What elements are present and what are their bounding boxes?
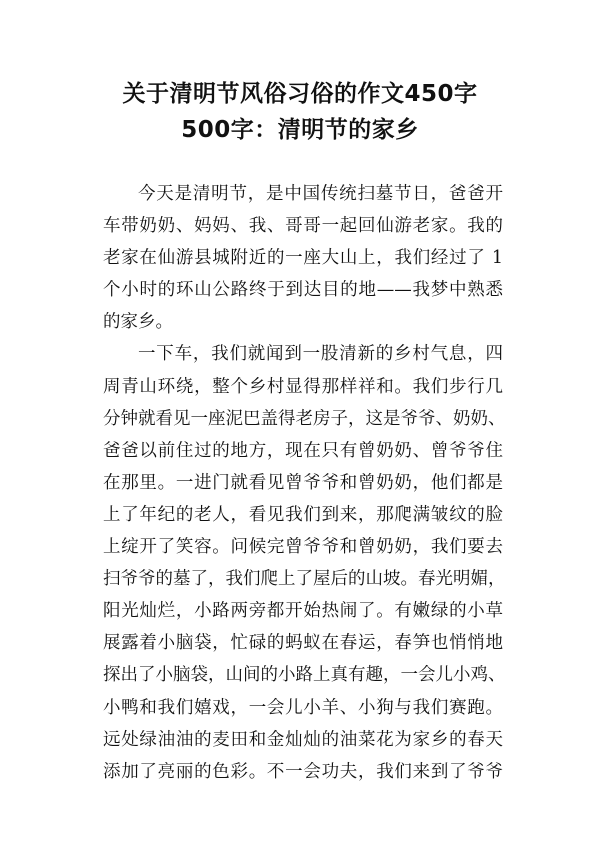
document-title [60,76,540,148]
body-line: 添加了亮丽的色彩。不一会功夫，我们来到了爷爷 [103,761,503,782]
body-line: 的家乡。 [103,312,173,333]
title-line-2: 500字：清明节的家乡 [181,117,419,143]
body-line: 展露着小脑袋，忙碌的蚂蚁在春运，春笋也悄悄地 [103,633,503,654]
body-line: 在那里。一进门就看见曾爷爷和曾奶奶，他们都是 [103,472,503,493]
body-line: 探出了小脑袋，山间的小路上真有趣，一会儿小鸡、 [103,665,506,686]
body-line: 爸爸以前住过的地方，现在只有曾奶奶、曾爷爷住 [103,440,503,461]
body-line: 今天是清明节，是中国传统扫墓节日，爸爸开 [138,184,503,204]
body-line: 周青山环绕，整个乡村显得那样祥和。我们步行几 [103,376,503,397]
body-line: 分钟就看见一座泥巴盖得老房子，这是爷爷、奶奶、 [103,408,506,429]
body-line: 小鸭和我们嬉戏，一会儿小羊、小狗与我们赛跑。 [103,697,503,718]
body-line: 阳光灿烂，小路两旁都开始热闹了。有嫩绿的小草 [103,601,503,622]
body-line: 车带奶奶、妈妈、我、哥哥一起回仙游老家。我的 [103,216,503,237]
body-line: 上绽开了笑容。问候完曾爷爷和曾奶奶，我们要去 [103,537,503,558]
body-line: 远处绿油油的麦田和金灿灿的油菜花为家乡的春天 [103,729,503,750]
title-line-1: 关于清明节风俗习俗的作文450字 [122,81,478,107]
body-line: 上了年纪的老人，看见我们到来，那爬满皱纹的脸 [103,504,503,525]
body-line: 一下车，我们就闻到一股清新的乡村气息，四 [138,344,503,365]
body-line: 个小时的环山公路终于到达目的地——我梦中熟悉 [103,280,503,301]
body-line: 老家在仙游县城附近的一座大山上，我们经过了 1 [103,248,503,269]
document-body [103,178,506,788]
body-line: 扫爷爷的墓了，我们爬上了屋后的山坡。春光明媚， [103,569,506,590]
